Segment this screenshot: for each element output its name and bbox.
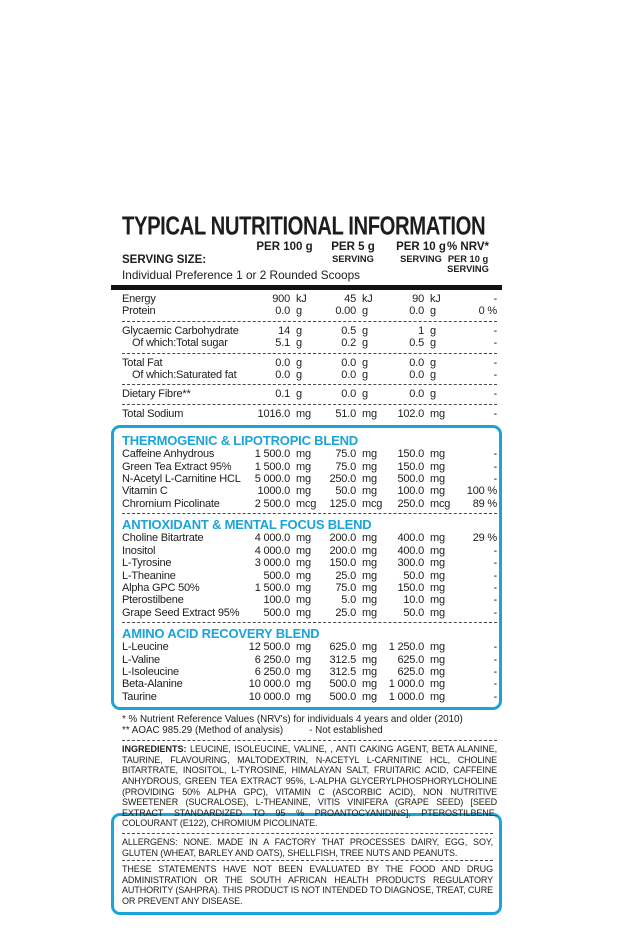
value-per-100g: 1 500.0 bbox=[254, 448, 290, 461]
value-per-5g: 312.5 bbox=[329, 653, 356, 666]
value-per-100g: 1 500.0 bbox=[254, 460, 290, 473]
dashed-divider bbox=[122, 513, 497, 514]
value-per-5g: 625.0 bbox=[329, 641, 356, 654]
value-per-10g: 0.0 bbox=[409, 356, 424, 369]
value-per-5g: 312.5 bbox=[329, 665, 356, 678]
nutrient-row bbox=[122, 607, 497, 619]
unit-per-10g: mg bbox=[430, 653, 445, 666]
col-header-nrv bbox=[439, 241, 497, 275]
label-content bbox=[122, 213, 497, 915]
footnote-not-established: - Not established bbox=[309, 725, 383, 737]
unit-per-10g: mg bbox=[430, 485, 445, 498]
unit-per-5g: g bbox=[362, 356, 368, 369]
allergens-text: NONE. MADE IN A FACTORY THAT PROCESSES DAIRY, EGG, SOY, GLUTEN (WHEAT, BARLEY AND OATS), SHELLFISH, TREE NUTS AND PEANUTS. bbox=[122, 836, 493, 858]
nutrient-name: Of which:Saturated fat bbox=[132, 369, 237, 382]
value-per-100g: 12 500.0 bbox=[248, 641, 290, 654]
nrv-percent: - bbox=[493, 407, 497, 420]
nutrient-name: Inositol bbox=[122, 544, 156, 557]
unit-per-100g: mg bbox=[296, 532, 311, 545]
col-header-per-10g-serving: SERVING bbox=[400, 253, 442, 264]
value-per-10g: 1 bbox=[418, 324, 424, 337]
value-per-10g: 150.0 bbox=[397, 448, 424, 461]
unit-per-10g: mg bbox=[430, 532, 445, 545]
value-per-10g: 0.5 bbox=[409, 337, 424, 350]
value-per-100g: 2 500.0 bbox=[254, 497, 290, 510]
value-per-100g: 1000.0 bbox=[257, 485, 290, 498]
unit-per-5g: mg bbox=[362, 473, 377, 486]
value-per-100g: 4 000.0 bbox=[254, 532, 290, 545]
nutrient-name: Glycaemic Carbohydrate bbox=[122, 324, 239, 337]
nutrient-row bbox=[122, 532, 497, 544]
allergens-paragraph bbox=[122, 837, 493, 858]
nutrient-name: L-Valine bbox=[122, 653, 160, 666]
nrv-percent: - bbox=[493, 653, 497, 666]
unit-per-10g: g bbox=[430, 356, 436, 369]
unit-per-10g: mg bbox=[430, 678, 445, 691]
unit-per-100g: mg bbox=[296, 407, 311, 420]
unit-per-5g: mg bbox=[362, 557, 377, 570]
value-per-100g: 6 250.0 bbox=[254, 665, 290, 678]
nutrient-row bbox=[122, 691, 497, 703]
unit-per-5g: g bbox=[362, 324, 368, 337]
value-per-5g: 200.0 bbox=[329, 532, 356, 545]
unit-per-5g: mg bbox=[362, 544, 377, 557]
nutrient-row bbox=[122, 448, 497, 460]
footnote-nrv: * % Nutrient Reference Values (NRV's) for individuals 4 years and older (2010) bbox=[122, 714, 463, 726]
value-per-100g: 5 000.0 bbox=[254, 473, 290, 486]
unit-per-100g: mg bbox=[296, 678, 311, 691]
nrv-percent: - bbox=[493, 594, 497, 607]
nutrient-name: Alpha GPC 50% bbox=[122, 581, 200, 594]
nutrient-name: Of which:Total sugar bbox=[132, 337, 228, 350]
nutrient-row bbox=[122, 388, 497, 400]
unit-per-5g: g bbox=[362, 305, 368, 318]
nutrient-name: Chromium Picolinate bbox=[122, 497, 220, 510]
unit-per-10g: mg bbox=[430, 581, 445, 594]
allergens-disclaimer-divider bbox=[122, 860, 493, 861]
value-per-100g: 14 bbox=[278, 324, 290, 337]
value-per-10g: 0.0 bbox=[409, 388, 424, 401]
nutrient-row bbox=[122, 557, 497, 569]
unit-per-10g: mg bbox=[430, 665, 445, 678]
col-header-nrv-per-10g: PER 10 g bbox=[447, 253, 489, 264]
unit-per-10g: mg bbox=[430, 557, 445, 570]
nutrient-name: Total Fat bbox=[122, 356, 163, 369]
value-per-10g: 1 000.0 bbox=[388, 690, 424, 703]
unit-per-5g: mg bbox=[362, 485, 377, 498]
unit-per-10g: g bbox=[430, 305, 436, 318]
value-per-5g: 75.0 bbox=[335, 448, 356, 461]
unit-per-10g: g bbox=[430, 324, 436, 337]
unit-per-100g: mg bbox=[296, 594, 311, 607]
value-per-100g: 500.0 bbox=[263, 569, 290, 582]
nrv-percent: 89 % bbox=[472, 497, 497, 510]
value-per-10g: 500.0 bbox=[397, 473, 424, 486]
nrv-percent: - bbox=[493, 388, 497, 401]
dashed-divider bbox=[122, 321, 497, 322]
unit-per-100g: mg bbox=[296, 641, 311, 654]
value-per-10g: 1 000.0 bbox=[388, 678, 424, 691]
blend-heading: ANTIOXIDANT & MENTAL FOCUS BLEND bbox=[122, 517, 372, 533]
value-per-5g: 25.0 bbox=[335, 606, 356, 619]
value-per-100g: 0.1 bbox=[275, 388, 290, 401]
value-per-10g: 102.0 bbox=[397, 407, 424, 420]
unit-per-5g: mg bbox=[362, 606, 377, 619]
footnotes-divider bbox=[122, 740, 497, 741]
unit-per-100g: g bbox=[296, 356, 302, 369]
value-per-5g: 500.0 bbox=[329, 690, 356, 703]
unit-per-5g: mg bbox=[362, 407, 377, 420]
unit-per-5g: g bbox=[362, 369, 368, 382]
value-per-5g: 250.0 bbox=[329, 473, 356, 486]
ingredients-paragraph bbox=[122, 744, 497, 829]
nrv-percent: - bbox=[493, 324, 497, 337]
unit-per-5g: mg bbox=[362, 460, 377, 473]
nrv-percent: - bbox=[493, 569, 497, 582]
value-per-5g: 75.0 bbox=[335, 581, 356, 594]
unit-per-100g: mg bbox=[296, 485, 311, 498]
unit-per-100g: mg bbox=[296, 557, 311, 570]
unit-per-100g: mg bbox=[296, 581, 311, 594]
nutrient-row bbox=[122, 461, 497, 473]
value-per-5g: 50.0 bbox=[335, 485, 356, 498]
unit-per-100g: g bbox=[296, 324, 302, 337]
value-per-5g: 75.0 bbox=[335, 460, 356, 473]
nutrient-row bbox=[122, 293, 497, 305]
unit-per-10g: mg bbox=[430, 690, 445, 703]
unit-per-100g: g bbox=[296, 305, 302, 318]
value-per-100g: 10 000.0 bbox=[248, 690, 290, 703]
unit-per-100g: mg bbox=[296, 544, 311, 557]
value-per-10g: 50.0 bbox=[403, 606, 424, 619]
disclaimer-paragraph: THESE STATEMENTS HAVE NOT BEEN EVALUATED BY THE FOOD AND DRUG ADMINISTRATION OR THE SOUTH AFRICAN HEALTH PRODUCTS REGULATORY AUTHORITY (SAHPRA). THIS PRODUCT IS NOT INTENDED TO DIAGNOSE, TREAT, CURE OR PREVENT ANY DISEASE. bbox=[122, 864, 493, 906]
value-per-10g: 400.0 bbox=[397, 544, 424, 557]
nrv-percent: - bbox=[493, 356, 497, 369]
unit-per-10g: kJ bbox=[430, 293, 441, 305]
nutrient-name: N-Acetyl L-Carnitine HCL bbox=[122, 473, 241, 486]
value-per-10g: 0.0 bbox=[409, 369, 424, 382]
unit-per-5g: mg bbox=[362, 641, 377, 654]
value-per-100g: 0.0 bbox=[275, 356, 290, 369]
value-per-10g: 150.0 bbox=[397, 460, 424, 473]
value-per-5g: 0.0 bbox=[341, 356, 356, 369]
col-header-nrv-label: % NRV* bbox=[447, 241, 489, 253]
page-title: TYPICAL NUTRITIONAL INFORMATION bbox=[122, 211, 486, 242]
value-per-5g: 0.5 bbox=[341, 324, 356, 337]
unit-per-10g: g bbox=[430, 369, 436, 382]
nutrient-name: Total Sodium bbox=[122, 407, 184, 420]
nutrient-name: Beta-Alanine bbox=[122, 678, 183, 691]
unit-per-5g: mg bbox=[362, 665, 377, 678]
unit-per-5g: mg bbox=[362, 532, 377, 545]
value-per-10g: 250.0 bbox=[397, 497, 424, 510]
unit-per-100g: mg bbox=[296, 569, 311, 582]
value-per-10g: 90 bbox=[412, 293, 424, 305]
value-per-5g: 51.0 bbox=[335, 407, 356, 420]
nutrient-row bbox=[122, 325, 497, 337]
nutrient-row bbox=[122, 641, 497, 653]
nutrient-name: Pterostilbene bbox=[122, 594, 184, 607]
ingredients-allergens-divider bbox=[122, 833, 493, 834]
value-per-10g: 50.0 bbox=[403, 569, 424, 582]
value-per-5g: 150.0 bbox=[329, 557, 356, 570]
serving-size-detail: Individual Preference 1 or 2 Rounded Scoops bbox=[122, 268, 361, 282]
nrv-percent: - bbox=[493, 557, 497, 570]
value-per-5g: 0.0 bbox=[341, 369, 356, 382]
unit-per-10g: g bbox=[430, 388, 436, 401]
nrv-percent: 0 % bbox=[478, 305, 497, 318]
value-per-10g: 100.0 bbox=[397, 485, 424, 498]
value-per-100g: 900 bbox=[272, 293, 290, 305]
nutrient-row bbox=[122, 485, 497, 497]
value-per-100g: 10 000.0 bbox=[248, 678, 290, 691]
value-per-100g: 100.0 bbox=[263, 594, 290, 607]
value-per-100g: 500.0 bbox=[263, 606, 290, 619]
blend-table-box bbox=[111, 425, 502, 710]
value-per-10g: 400.0 bbox=[397, 532, 424, 545]
value-per-100g: 3 000.0 bbox=[254, 557, 290, 570]
value-per-5g: 5.0 bbox=[341, 594, 356, 607]
unit-per-10g: mg bbox=[430, 606, 445, 619]
footnote-aoac bbox=[122, 725, 497, 736]
dashed-divider bbox=[122, 404, 497, 405]
unit-per-100g: mcg bbox=[296, 497, 317, 510]
value-per-100g: 1 500.0 bbox=[254, 581, 290, 594]
unit-per-100g: mg bbox=[296, 448, 311, 461]
unit-per-5g: mg bbox=[362, 448, 377, 461]
nutrient-name: Choline Bitartrate bbox=[122, 532, 204, 545]
nutrient-name: L-Tyrosine bbox=[122, 557, 172, 570]
value-per-10g: 625.0 bbox=[397, 653, 424, 666]
value-per-100g: 0.0 bbox=[275, 305, 290, 318]
nrv-percent: - bbox=[493, 581, 497, 594]
ingredients-text: LEUCINE, ISOLEUCINE, VALINE, , ANTI CAKING AGENT, BETA ALANINE, TAURINE, FLAVOURING, MALTODEXTRIN, N-ACETYL L-CARNITINE HCL, CHOLINE BITARTRATE, INOSITOL, L-TYROSINE, HIMALAYAN SALT, FRUITARIC ACID, CAFFEINE ANHYDROUS, GREEN TEA EXTRACT 95%, L-ALPHA GLYCERYLPHOSPHORYLCHOLINE (PROVIDING 50% ALPHA GPC), VITAMIN C (ASCORBIC ACID), NON NUTRITIVE SWEETENER (SUCRALOSE), L-THEANINE, VITIS VINIFERA (GRAPE SEED) [SEED EXTRACT STANDARDIZED TO 95 % PROANTOCYANIDINS], PTEROSTILBENE, COLOURANT (E122), CHROMIUM PICOLINATE. bbox=[122, 744, 497, 829]
nrv-percent: - bbox=[493, 473, 497, 486]
value-per-5g: 500.0 bbox=[329, 678, 356, 691]
blend-heading: AMINO ACID RECOVERY BLEND bbox=[122, 626, 320, 642]
dashed-divider bbox=[122, 384, 497, 385]
unit-per-10g: mg bbox=[430, 448, 445, 461]
nrv-percent: - bbox=[493, 641, 497, 654]
value-per-10g: 300.0 bbox=[397, 557, 424, 570]
nutrient-row bbox=[122, 654, 497, 666]
nutrient-name: Caffeine Anhydrous bbox=[122, 448, 215, 461]
unit-per-10g: mg bbox=[430, 473, 445, 486]
nrv-percent: - bbox=[493, 369, 497, 382]
header-divider-bar bbox=[111, 285, 502, 290]
value-per-100g: 5.1 bbox=[275, 337, 290, 350]
col-header-per-5g-label: PER 5 g bbox=[331, 241, 375, 253]
unit-per-10g: g bbox=[430, 337, 436, 350]
value-per-5g: 0.00 bbox=[335, 305, 356, 318]
nrv-percent: - bbox=[493, 448, 497, 461]
value-per-5g: 45 bbox=[344, 293, 356, 305]
nutrient-row bbox=[122, 337, 497, 349]
unit-per-100g: mg bbox=[296, 690, 311, 703]
table-header bbox=[122, 241, 497, 284]
unit-per-5g: mcg bbox=[362, 497, 383, 510]
value-per-10g: 625.0 bbox=[397, 665, 424, 678]
nutrient-name: Grape Seed Extract 95% bbox=[122, 606, 240, 619]
value-per-5g: 125.0 bbox=[329, 497, 356, 510]
value-per-5g: 200.0 bbox=[329, 544, 356, 557]
nrv-percent: 100 % bbox=[466, 485, 497, 498]
nutrient-name: Green Tea Extract 95% bbox=[122, 460, 232, 473]
unit-per-10g: mg bbox=[430, 407, 445, 420]
allergens-label: ALLERGENS: bbox=[122, 836, 178, 847]
value-per-100g: 0.0 bbox=[275, 369, 290, 382]
ingredients-label: INGREDIENTS: bbox=[122, 744, 187, 755]
footnotes bbox=[122, 714, 497, 736]
value-per-10g: 1 250.0 bbox=[388, 641, 424, 654]
value-per-100g: 6 250.0 bbox=[254, 653, 290, 666]
unit-per-5g: mg bbox=[362, 569, 377, 582]
nutrient-name: Dietary Fibre** bbox=[122, 388, 191, 401]
col-header-per-5g-serving: SERVING bbox=[332, 253, 374, 264]
col-header-per-10g-label: PER 10 g bbox=[396, 241, 446, 253]
nrv-percent: - bbox=[493, 544, 497, 557]
unit-per-10g: mg bbox=[430, 641, 445, 654]
nrv-percent: - bbox=[493, 665, 497, 678]
unit-per-100g: mg bbox=[296, 606, 311, 619]
value-per-10g: 10.0 bbox=[403, 594, 424, 607]
unit-per-5g: mg bbox=[362, 594, 377, 607]
col-header-nrv-serving: SERVING bbox=[447, 264, 489, 274]
unit-per-5g: kJ bbox=[362, 293, 373, 305]
macro-nutrient-table bbox=[122, 293, 497, 420]
nutrient-row bbox=[122, 545, 497, 557]
nutrient-name: Taurine bbox=[122, 690, 157, 703]
unit-per-100g: mg bbox=[296, 460, 311, 473]
nutrient-row bbox=[122, 678, 497, 690]
nutrient-row bbox=[122, 473, 497, 485]
footnote-aoac-text: ** AOAC 985.29 (Method of analysis) bbox=[122, 725, 284, 737]
nutrient-row bbox=[122, 305, 497, 317]
col-header-per-100g-label: PER 100 g bbox=[256, 241, 313, 253]
value-per-5g: 0.0 bbox=[341, 388, 356, 401]
nutrient-name: L-Theanine bbox=[122, 569, 176, 582]
value-per-10g: 150.0 bbox=[397, 581, 424, 594]
col-header-per-5g bbox=[320, 241, 386, 264]
nutrient-row bbox=[122, 369, 497, 381]
unit-per-5g: mg bbox=[362, 678, 377, 691]
nutrient-name: Vitamin C bbox=[122, 485, 168, 498]
nrv-percent: - bbox=[493, 678, 497, 691]
unit-per-10g: mcg bbox=[430, 497, 451, 510]
nrv-percent: - bbox=[493, 690, 497, 703]
unit-per-10g: mg bbox=[430, 594, 445, 607]
unit-per-10g: mg bbox=[430, 460, 445, 473]
nutrient-row bbox=[122, 666, 497, 678]
nutrient-row bbox=[122, 498, 497, 510]
nrv-percent: - bbox=[493, 606, 497, 619]
nutrient-name: L-Leucine bbox=[122, 641, 169, 654]
nutrient-row bbox=[122, 408, 497, 420]
unit-per-100g: g bbox=[296, 369, 302, 382]
unit-per-100g: mg bbox=[296, 653, 311, 666]
nutrient-name: Energy bbox=[122, 293, 156, 305]
unit-per-5g: mg bbox=[362, 690, 377, 703]
unit-per-100g: g bbox=[296, 388, 302, 401]
unit-per-100g: g bbox=[296, 337, 302, 350]
nrv-percent: - bbox=[493, 337, 497, 350]
value-per-100g: 1016.0 bbox=[257, 407, 290, 420]
nutrient-row bbox=[122, 357, 497, 369]
unit-per-100g: mg bbox=[296, 473, 311, 486]
dashed-divider bbox=[122, 353, 497, 354]
unit-per-100g: kJ bbox=[296, 293, 307, 305]
unit-per-5g: g bbox=[362, 388, 368, 401]
nutrient-name: Protein bbox=[122, 305, 156, 318]
unit-per-100g: mg bbox=[296, 665, 311, 678]
unit-per-5g: mg bbox=[362, 581, 377, 594]
nutrient-row bbox=[122, 570, 497, 582]
nutrient-row bbox=[122, 594, 497, 606]
value-per-5g: 25.0 bbox=[335, 569, 356, 582]
nrv-percent: - bbox=[493, 460, 497, 473]
serving-size-label: SERVING SIZE: bbox=[122, 254, 207, 266]
unit-per-5g: mg bbox=[362, 653, 377, 666]
unit-per-5g: g bbox=[362, 337, 368, 350]
value-per-100g: 4 000.0 bbox=[254, 544, 290, 557]
value-per-5g: 0.2 bbox=[341, 337, 356, 350]
nutrient-row bbox=[122, 582, 497, 594]
unit-per-10g: mg bbox=[430, 544, 445, 557]
nrv-percent: - bbox=[493, 293, 497, 305]
dashed-divider bbox=[122, 622, 497, 623]
nrv-percent: 29 % bbox=[472, 532, 497, 545]
value-per-10g: 0.0 bbox=[409, 305, 424, 318]
blend-heading: THERMOGENIC & LIPOTROPIC BLEND bbox=[122, 433, 358, 449]
unit-per-10g: mg bbox=[430, 569, 445, 582]
nutrient-name: L-Isoleucine bbox=[122, 665, 179, 678]
